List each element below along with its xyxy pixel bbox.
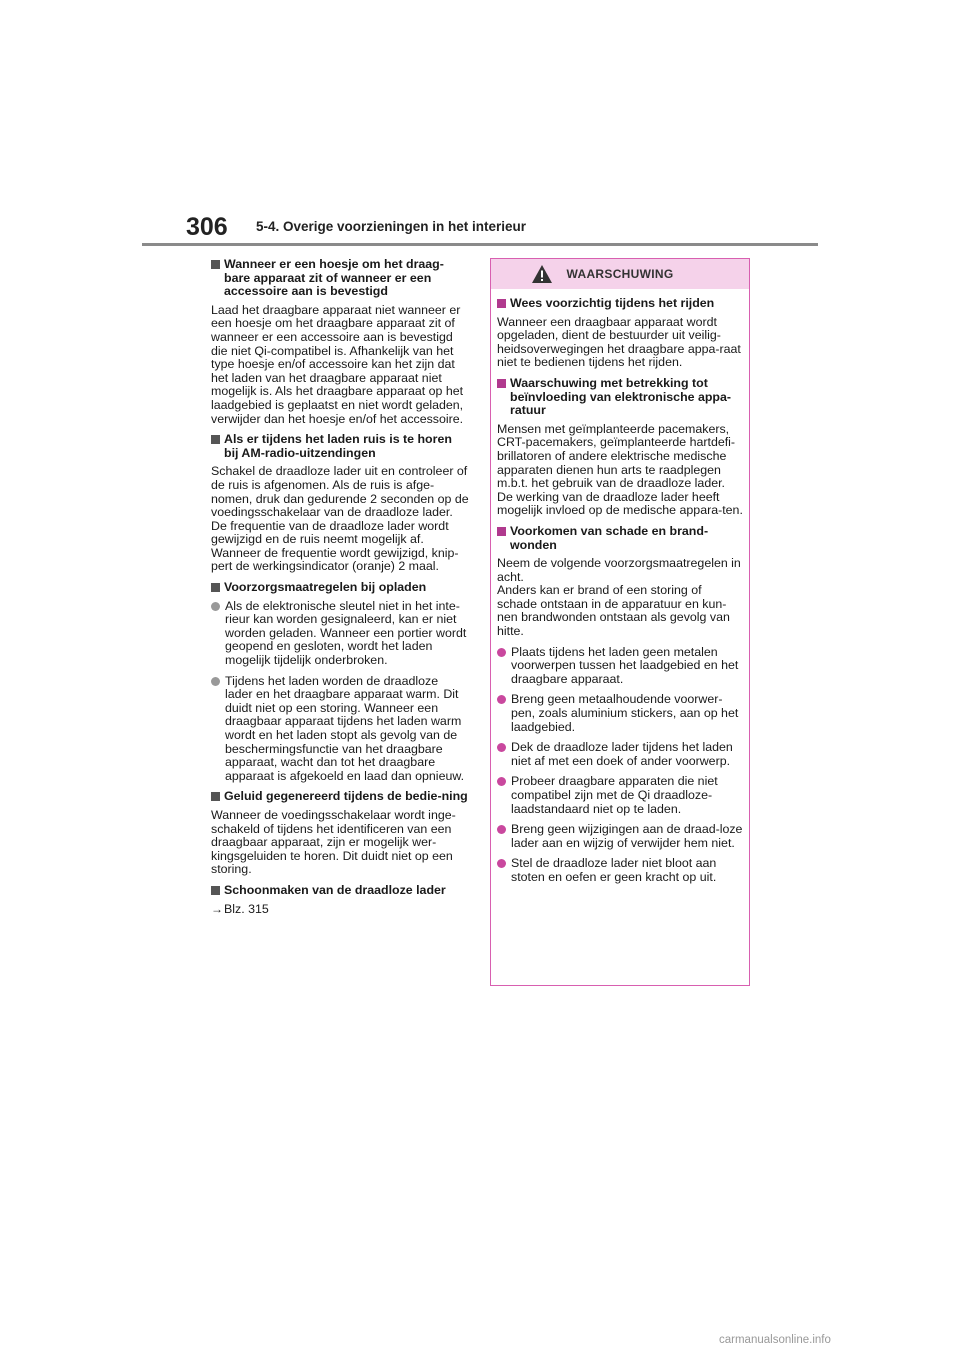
square-bullet-icon [497,527,506,536]
right-column [490,258,750,986]
page-header [0,0,960,250]
warning-box [490,258,750,986]
heading-am-radio-noise: Als er tijdens het laden ruis is te horen bij AM-radio-uitzendingen [211,433,469,460]
section-title: 5-4. Overige voorzieningen in het interieur [256,219,527,234]
paragraph-operation-sound: Wanneer de voedingsschakelaar wordt inge-schakeld of tijdens het identificeren van een draagbaar apparaat, zijn er mogelijk wer-kingsgeluiden te horen. Dit duidt niet op een storing. [211,807,456,877]
list-item: Probeer draagbare apparaten die niet compatibel zijn met de Qi draadloze-laadstandaard niet op te laden. [497,775,743,816]
list-item: Tijdens het laden worden de draadloze lader en het draagbare apparaat warm. Dit duidt niet op een storing. Wanneer een draagbaar apparaat tijdens het laden warm wordt en het laden stopt als gevolg van de beschermingsfunctie van het draagbare apparaat, wacht dan tot het draagbare apparaat is afgekoeld en laad dan opnieuw. [211,675,469,784]
page-number: 306 [186,213,228,241]
square-bullet-icon [211,583,220,592]
list-item: Stel de draadloze lader niet bloot aan stoten en oefen er geen kracht op uit. [497,857,743,884]
round-bullet-icon [497,695,506,704]
list-item: Breng geen metaalhoudende voorwer-pen, zoals aluminium stickers, aan op het laadgebied. [497,693,743,734]
round-bullet-icon [497,743,506,752]
list-item: Plaats tijdens het laden geen metalen voorwerpen tussen het laadgebied en het draagbare apparaat. [497,646,743,687]
paragraph-precautions-consequence: Anders kan er brand of een storing of schade ontstaan in de apparatuur en kun-nen brandwonden ontstaan als gevolg van hitte. [497,583,730,639]
left-column [211,258,469,916]
paragraph-precautions-intro: Neem de volgende voorzorgsmaatregelen in acht. [497,556,741,584]
square-bullet-icon [211,260,220,269]
paragraph-am-radio-noise: Schakel de draadloze lader uit en controleer of de ruis is afgenomen. Als de ruis is afge-nomen, druk dan gedurende 2 seconden op de voedingsschakelaar van de draadloze lader. De frequentie van de draadloze lader wordt gewijzigd en de ruis neemt mogelijk af. Wanneer de frequentie wordt gewijzigd, knip-pert de werkingsindicator (oranje) 2 maal. [211,464,469,574]
paragraph-careful-driving: Wanneer een draagbaar apparaat wordt opgeladen, dient de bestuurder uit veilig-heidsoverwegingen het draagbare appa-raat niet te bedienen tijdens het rijden. [497,314,741,370]
list-item: Dek de draadloze lader tijdens het laden niet af met een doek of ander voorwerp. [497,741,743,768]
paragraph-case-accessory: Laad het draagbare apparaat niet wanneer er een hoesje om het draagbare apparaat zit of wanneer er een accessoire aan is bevestigd die niet Qi-compatibel is. Afhankelijk van het type hoesje en/of accessoire kan het zijn dat het laden van het draagbare apparaat niet mogelijk is. Als het draagbare apparaat op het laadgebied is geplaatst en niet wordt geladen, verwijder dan het hoesje en/of het accessoire. [211,302,464,426]
heading-case-accessory: Wanneer er een hoesje om het draag-bare apparaat zit of wanneer er een accessoire aan is bevestigd [211,258,469,299]
warning-title: WAARSCHUWING [566,267,674,281]
heading-prevent-damage-burns: Voorkomen van schade en brand-wonden [497,525,743,552]
square-bullet-icon [211,435,220,444]
square-bullet-icon [211,886,220,895]
list-item: Breng geen wijzigingen aan de draad-loze lader aan en wijzig of verwijder hem niet. [497,823,743,850]
warning-header [491,259,749,289]
paragraph-electronic-interference: Mensen met geïmplanteerde pacemakers, CRT-pacemakers, geïmplanteerde hartdefi-brillatoren of andere elektrische medische apparaten dienen hun arts te raadplegen m.b.t. het gebruik van de draadloze lader. De werking van de draadloze lader heeft mogelijk invloed op de medische appara-ten. [497,421,743,518]
watermark-text: carmanualsonline.info [719,1334,831,1346]
round-bullet-icon [497,825,506,834]
round-bullet-icon [497,777,506,786]
square-bullet-icon [211,792,220,801]
header-divider [142,243,818,246]
heading-charging-precautions: Voorzorgsmaatregelen bij opladen [211,581,469,595]
round-bullet-icon [497,648,506,657]
round-bullet-icon [497,859,506,868]
warning-triangle-icon [531,264,553,284]
warning-body [491,289,749,885]
square-bullet-icon [497,379,506,388]
square-bullet-icon [497,299,506,308]
heading-careful-driving: Wees voorzichtig tijdens het rijden [497,297,743,311]
list-item: Als de elektronische sleutel niet in het inte-rieur kan worden gesignaleerd, kan er niet worden geladen. Wanneer een portier wordt geopend en gesloten, wordt het laden mogelijk tijdelijk onderbroken. [211,600,469,668]
page-reference: →Blz. 315 [211,901,269,916]
heading-operation-sound: Geluid gegenereerd tijdens de bedie-ning [211,790,469,804]
arrow-right-icon: → [211,901,223,916]
round-bullet-icon [211,602,220,611]
heading-cleaning: Schoonmaken van de draadloze lader [211,884,469,898]
heading-electronic-interference: Waarschuwing met betrekking tot beïnvloeding van elektronische appa-ratuur [497,377,743,418]
round-bullet-icon [211,677,220,686]
